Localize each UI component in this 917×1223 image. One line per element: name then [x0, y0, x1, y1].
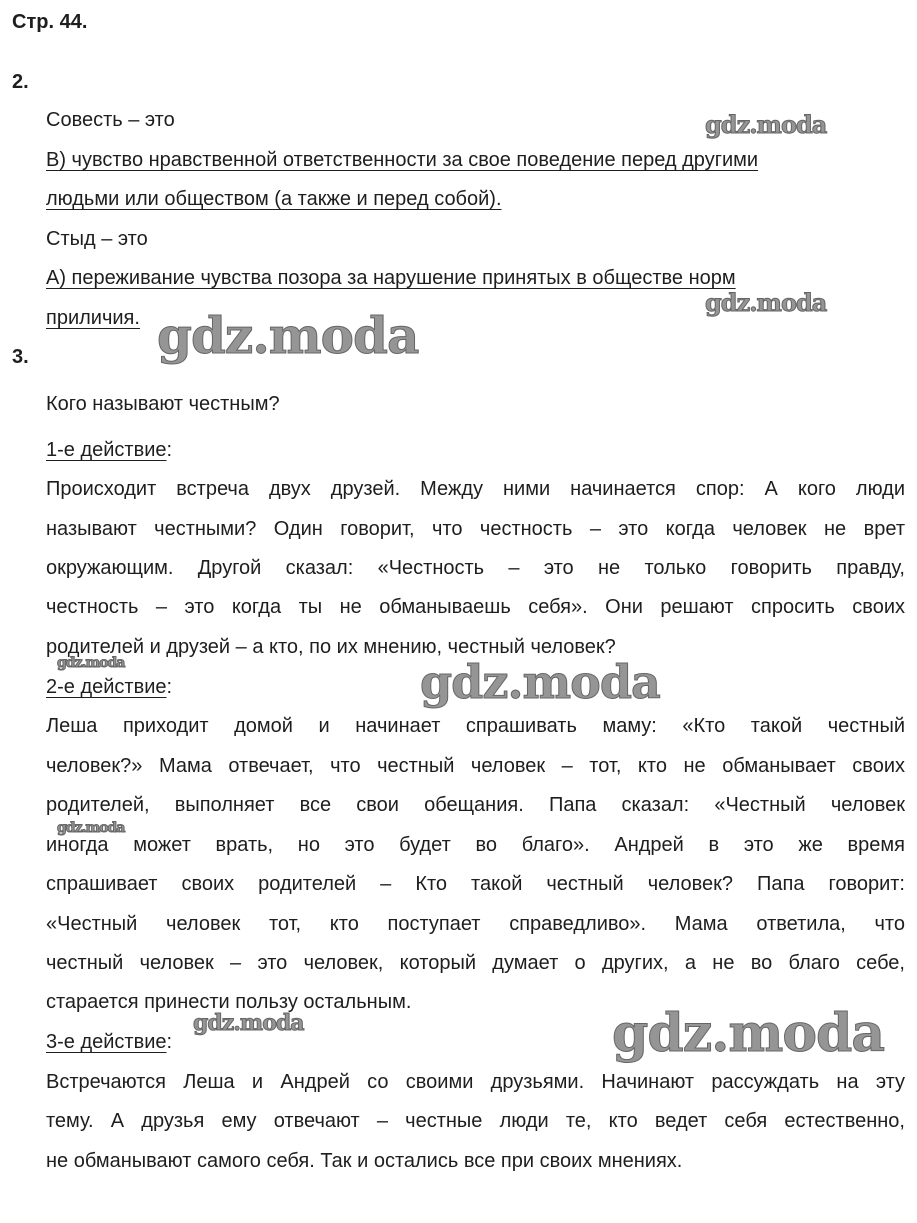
line-text: старается принести пользу остальным. — [46, 991, 412, 1013]
watermark-logo: gdz.moda — [157, 306, 419, 365]
watermark-logo: gdz.moda — [705, 288, 827, 317]
task3-line — [46, 674, 172, 700]
task-2-number: 2. — [12, 71, 29, 93]
line-text: честный человек – это человек, который думает о других, а не во благо себе, — [46, 952, 905, 974]
task-3-number: 3. — [12, 346, 29, 368]
heading-colon: : — [166, 676, 173, 698]
watermark-logo: gdz.moda — [193, 1010, 304, 1036]
line-text: А) переживание чувства позора за нарушение принятых в обществе норм — [46, 267, 736, 289]
task2-line — [46, 186, 502, 212]
heading-colon: : — [166, 1031, 173, 1053]
task2-line — [46, 226, 148, 252]
task2-line — [46, 305, 140, 331]
line-text: окружающим. Другой сказал: «Честность – это не только говорить правду, — [46, 557, 905, 579]
task3-line — [46, 792, 905, 818]
watermark-logo: gdz.moda — [57, 655, 125, 671]
task3-line — [46, 555, 905, 581]
task3-line — [46, 713, 905, 739]
line-text: спрашивает своих родителей – Кто такой честный человек? Папа говорит: — [46, 873, 905, 895]
line-text: «Честный человек тот, кто поступает справедливо». Мама ответила, что — [46, 913, 905, 935]
task3-line — [46, 1069, 905, 1095]
task3-line — [46, 950, 905, 976]
task2-line — [46, 265, 736, 291]
task3-line — [46, 476, 905, 502]
watermark-logo: gdz.moda — [57, 820, 125, 836]
page-title: Стр. 44. — [12, 11, 88, 33]
line-text: Совесть – это — [46, 109, 175, 131]
task3-line — [46, 437, 172, 463]
line-text: людьми или обществом (а также и перед собой). — [46, 188, 502, 210]
line-text: Стыд – это — [46, 228, 148, 250]
task3-line — [46, 1108, 905, 1134]
line-text: В) чувство нравственной ответственности за свое поведение перед другими — [46, 149, 759, 171]
task3-line — [46, 594, 905, 620]
line-text: называют честными? Один говорит, что честность – это когда человек не врет — [46, 518, 905, 540]
line-text: Кого называют честным? — [46, 393, 280, 415]
line-text: иногда может врать, но это будет во благо». Андрей в это же время — [46, 834, 905, 856]
task3-line — [46, 1029, 172, 1055]
task3-line — [46, 753, 905, 779]
task2-line — [46, 107, 175, 133]
section-heading: 3-е действие — [46, 1031, 167, 1053]
line-text: человек?» Мама отвечает, что честный человек – тот, кто не обманывает своих — [46, 755, 905, 777]
task3-line — [46, 871, 905, 897]
line-text: честность – это когда ты не обманываешь себя». Они решают спросить своих — [46, 596, 905, 618]
section-heading: 2-е действие — [46, 676, 167, 698]
task3-line — [46, 516, 905, 542]
watermark-logo: gdz.moda — [705, 110, 827, 139]
line-text: не обманывают самого себя. Так и остались все при своих мнениях. — [46, 1150, 683, 1172]
task3-line — [46, 911, 905, 937]
line-text: родителей и друзей – а кто, по их мнению, честный человек? — [46, 636, 616, 658]
line-text: родителей, выполняет все свои обещания. Папа сказал: «Честный человек — [46, 794, 905, 816]
task2-line — [46, 147, 758, 173]
watermark-logo: gdz.moda — [420, 655, 660, 709]
line-text: тему. А друзья ему отвечают – честные люди те, кто ведет себя естественно, — [46, 1110, 905, 1132]
line-text: Встречаются Леша и Андрей со своими друзьями. Начинают рассуждать на эту — [46, 1071, 905, 1093]
task3-line — [46, 1148, 682, 1174]
line-text: приличия. — [46, 307, 140, 329]
heading-colon: : — [166, 439, 173, 461]
watermark-logo: gdz.moda — [612, 1003, 885, 1064]
task3-line — [46, 832, 905, 858]
section-heading: 1-е действие — [46, 439, 167, 461]
line-text: Леша приходит домой и начинает спрашивать маму: «Кто такой честный — [46, 715, 905, 737]
task3-line — [46, 391, 280, 417]
line-text: Происходит встреча двух друзей. Между ними начинается спор: А кого люди — [46, 478, 905, 500]
